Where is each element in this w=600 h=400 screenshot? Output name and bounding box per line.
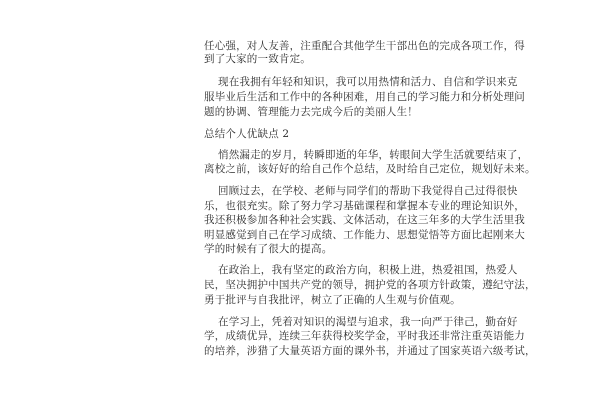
- text-line: 学的时候有了很大的提高。: [204, 243, 333, 255]
- text-line: 民，坚决拥护中国共产党的领导，拥护党的各项方针政策，遵纪守法，: [204, 279, 536, 291]
- text-line: 现在我拥有年轻和知识，我可以用热情和活力、自信和学识来克: [218, 76, 518, 88]
- text-line: 到了大家的一致肯定。: [204, 53, 311, 65]
- text-line: 学，成绩优异，连续三年获得校奖学金，平时我还非常注重英语能力: [204, 330, 525, 342]
- text-line: 在学习上，凭着对知识的渴望与追求，我一向严于律己，勤奋好: [218, 316, 518, 328]
- text-line: 离校之前，该好好的给自己作个总结，及时给自己定位，规划好未来。: [204, 163, 536, 175]
- text-line: 服毕业后生活和工作中的各种困难，用自己的学习能力和分析处理问: [204, 91, 525, 103]
- text-line: 明显感觉到自己在学习成绩、工作能力、思想觉悟等方面比起刚来大: [204, 229, 525, 241]
- text-line: 任心强，对人友善，注重配合其他学生干部出色的完成各项工作，得: [204, 40, 525, 52]
- text-line: 在政治上，我有坚定的政治方向，积极上进，热爱祖国，热爱人: [218, 264, 518, 276]
- text-line: 回顾过去，在学校、老师与同学们的帮助下我觉得自己过得很快: [218, 185, 518, 197]
- section-heading: 总结个人优缺点 2: [204, 128, 290, 140]
- text-line: 题的协调、管理能力去完成今后的美丽人生！: [204, 106, 418, 118]
- text-line: 的培养，涉猎了大量英语方面的课外书，并通过了国家英语六级考试，: [204, 345, 536, 357]
- text-line: 我还积极参加各种社会实践、文体活动，在这三年多的大学生活里我: [204, 214, 525, 226]
- text-line: 悄然漏走的岁月，转瞬即逝的年华，转眼间大学生活就要结束了，: [218, 149, 529, 161]
- text-line: 勇于批评与自我批评，树立了正确的人生观与价值观。: [204, 294, 461, 306]
- text-line: 乐，也很充实。除了努力学习基础课程和掌握本专业的理论知识外，: [204, 200, 525, 212]
